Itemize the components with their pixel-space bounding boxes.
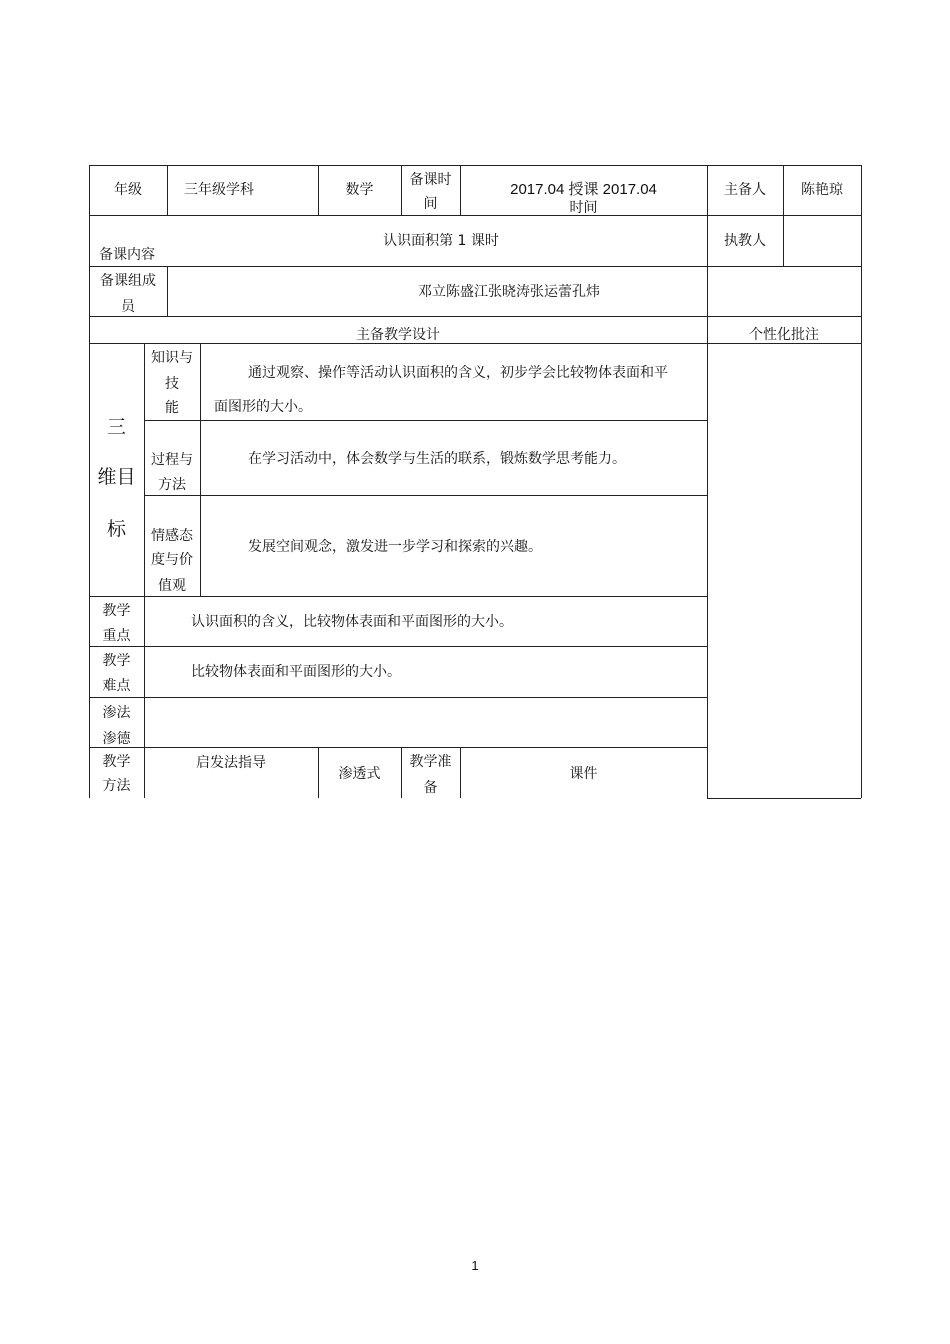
table-rule — [200, 343, 201, 596]
goals-title: 标 — [106, 518, 126, 540]
table-rule — [89, 316, 861, 317]
knowledge-label: 能 — [165, 400, 179, 416]
key-point-label: 重点 — [102, 628, 131, 644]
table-border-right — [861, 165, 862, 798]
dates-value: 2017.04 授课 2017.04 — [510, 181, 657, 198]
members-label: 备课组成 — [100, 273, 156, 289]
emotion-label: 值观 — [158, 578, 186, 594]
emotion-label: 度与价 — [151, 552, 193, 568]
prep-label: 教学准 — [409, 754, 452, 770]
knowledge-label: 技 — [165, 376, 179, 392]
table-rule — [89, 747, 707, 748]
difficulty-text: 比较物体表面和平面图形的大小。 — [191, 664, 401, 680]
teacher-label: 执教人 — [724, 233, 766, 249]
difficulty-label: 教学 — [102, 653, 131, 669]
method-label: 教学 — [102, 754, 131, 770]
table-rule — [89, 697, 707, 698]
grade-value: 三年级学科 — [184, 182, 254, 198]
goals-title: 三 — [106, 416, 126, 438]
teach-time-label: 时间 — [569, 200, 598, 216]
table-rule — [167, 165, 168, 215]
table-rule — [144, 420, 707, 421]
goals-title: 维目 — [97, 466, 136, 488]
table-rule — [144, 495, 707, 496]
lead-preparer-label: 主备人 — [724, 182, 766, 198]
knowledge-text: 通过观察、操作等活动认识面积的含义，初步学会比较物体表面和平 — [248, 365, 668, 381]
process-label: 过程与 — [151, 452, 193, 468]
table-rule — [167, 266, 168, 316]
lead-preparer-value: 陈艳琼 — [801, 182, 843, 198]
emotion-label: 情感态 — [151, 528, 193, 544]
method-value: 启发法指导 — [196, 755, 266, 771]
difficulty-label: 难点 — [102, 678, 131, 694]
prep-label: 备 — [423, 780, 438, 796]
knowledge-text: 面图形的大小。 — [214, 399, 312, 415]
process-text: 在学习活动中，体会数学与生活的联系，锻炼数学思考能力。 — [248, 451, 626, 467]
key-point-text: 认识面积的含义，比较物体表面和平面图形的大小。 — [191, 614, 513, 630]
members-label: 员 — [121, 299, 135, 315]
table-rule — [89, 646, 707, 647]
members-value: 邓立陈盛江张晓涛张运蕾孔炜 — [418, 284, 600, 300]
table-border-bottom — [707, 798, 861, 799]
key-point-label: 教学 — [102, 603, 131, 619]
emotion-text: 发展空间观念，激发进一步学习和探索的兴趣。 — [248, 539, 542, 555]
moral-label: 渗德 — [102, 731, 131, 747]
main-design-header: 主备教学设计 — [356, 327, 440, 343]
grade-label: 年级 — [114, 182, 142, 198]
table-border-top — [89, 165, 861, 166]
table-rule — [89, 596, 707, 597]
process-label: 方法 — [158, 477, 186, 493]
table-rule — [707, 165, 708, 798]
subject-value: 数学 — [345, 182, 374, 198]
moral-method-value: 渗透式 — [338, 766, 381, 782]
content-label: 备课内容 — [99, 247, 155, 263]
prep-time-label: 间 — [423, 196, 438, 212]
personal-notes-header: 个性化批注 — [749, 327, 819, 343]
method-label: 方法 — [102, 778, 131, 794]
content-value: 认识面积第 1 课时 — [383, 233, 499, 249]
prep-value: 课件 — [569, 766, 598, 782]
knowledge-label: 知识与 — [151, 350, 193, 366]
prep-time-label: 备课时 — [409, 172, 452, 188]
page-number: 1 — [471, 1258, 479, 1273]
table-rule — [89, 266, 861, 267]
moral-label: 渗法 — [102, 705, 131, 721]
